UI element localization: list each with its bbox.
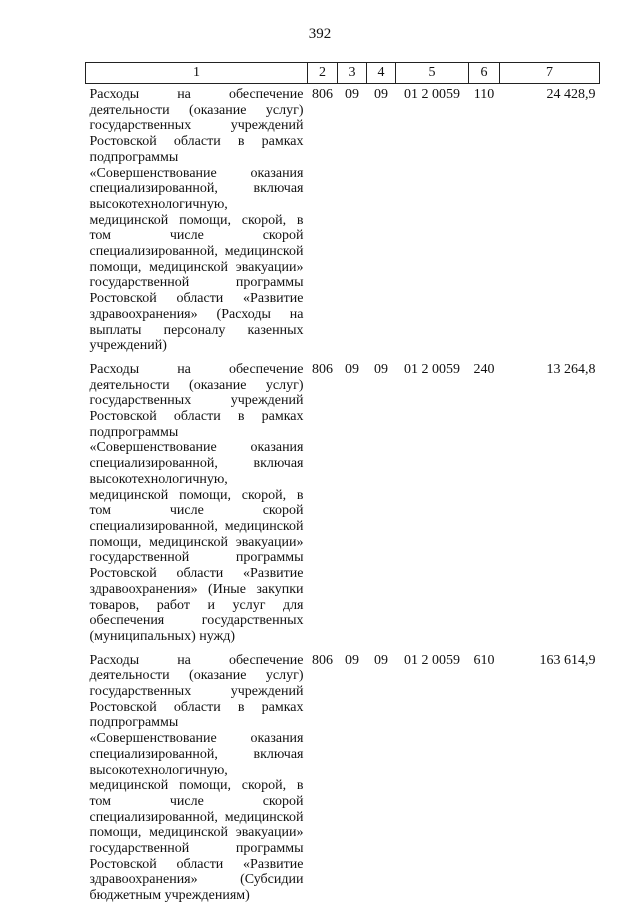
ministry-code: 806 <box>312 87 333 102</box>
expense-type-code: 110 <box>473 87 495 102</box>
column-header-6: 6 <box>469 63 500 84</box>
amount: 163 614,9 <box>539 652 596 668</box>
table-row <box>86 359 600 650</box>
ministry-code: 806 <box>312 652 333 668</box>
subsection-code: 09 <box>374 87 388 102</box>
table-row <box>86 650 600 909</box>
section-code: 09 <box>345 87 359 102</box>
table-row <box>86 84 600 359</box>
column-header-1: 1 <box>86 63 308 84</box>
column-header-5: 5 <box>396 63 469 84</box>
target-article-code: 01 2 0059 <box>404 87 460 102</box>
amount: 13 264,8 <box>546 361 596 377</box>
budget-table <box>85 62 600 909</box>
section-code: 09 <box>345 652 359 668</box>
expense-type-code: 610 <box>473 652 495 668</box>
expense-type-code: 240 <box>473 361 495 377</box>
column-header-4: 4 <box>367 63 396 84</box>
section-code: 09 <box>345 361 359 377</box>
subsection-code: 09 <box>374 652 388 668</box>
row-description: Расходы на обеспечение деятельности (оказание услуг) государственных учреждений Ростовской области в рамках подпрограммы «Совершенствование оказания специализированной, включая высокотехнологичную, медицинской помощи, скорой, в том числе скорой специализированной, медицинской помощи, медицинской эвакуации» государственной программы Ростовской области «Развитие здравоохранения» (Иные закупки товаров, работ и услуг для обеспечения государственных (муниципальных) нужд) <box>89 361 304 644</box>
row-description: Расходы на обеспечение деятельности (оказание услуг) государственных учреждений Ростовской области в рамках подпрограммы «Совершенствование оказания специализированной, включая высокотехнологичную, медицинской помощи, скорой, в том числе скорой специализированной, медицинской помощи, медицинской эвакуации» государственной программы Ростовской области «Развитие здравоохранения» (Субсидии бюджетным учреждениям) <box>89 652 304 904</box>
column-header-7: 7 <box>500 63 600 84</box>
amount: 24 428,9 <box>546 87 596 102</box>
column-header-3: 3 <box>338 63 367 84</box>
target-article-code: 01 2 0059 <box>404 361 460 377</box>
table-header-row <box>86 63 600 84</box>
ministry-code: 806 <box>312 361 333 377</box>
target-article-code: 01 2 0059 <box>404 652 460 668</box>
subsection-code: 09 <box>374 361 388 377</box>
column-header-2: 2 <box>308 63 338 84</box>
row-description: Расходы на обеспечение деятельности (оказание услуг) государственных учреждений Ростовской области в рамках подпрограммы «Совершенствование оказания специализированной, включая высокотехнологичную, медицинской помощи, скорой, в том числе скорой специализированной, медицинской помощи, медицинской эвакуации» государственной программы Ростовской области «Развитие здравоохранения» (Расходы на выплаты персоналу казенных учреждений) <box>89 87 304 354</box>
page-number: 392 <box>308 26 332 42</box>
